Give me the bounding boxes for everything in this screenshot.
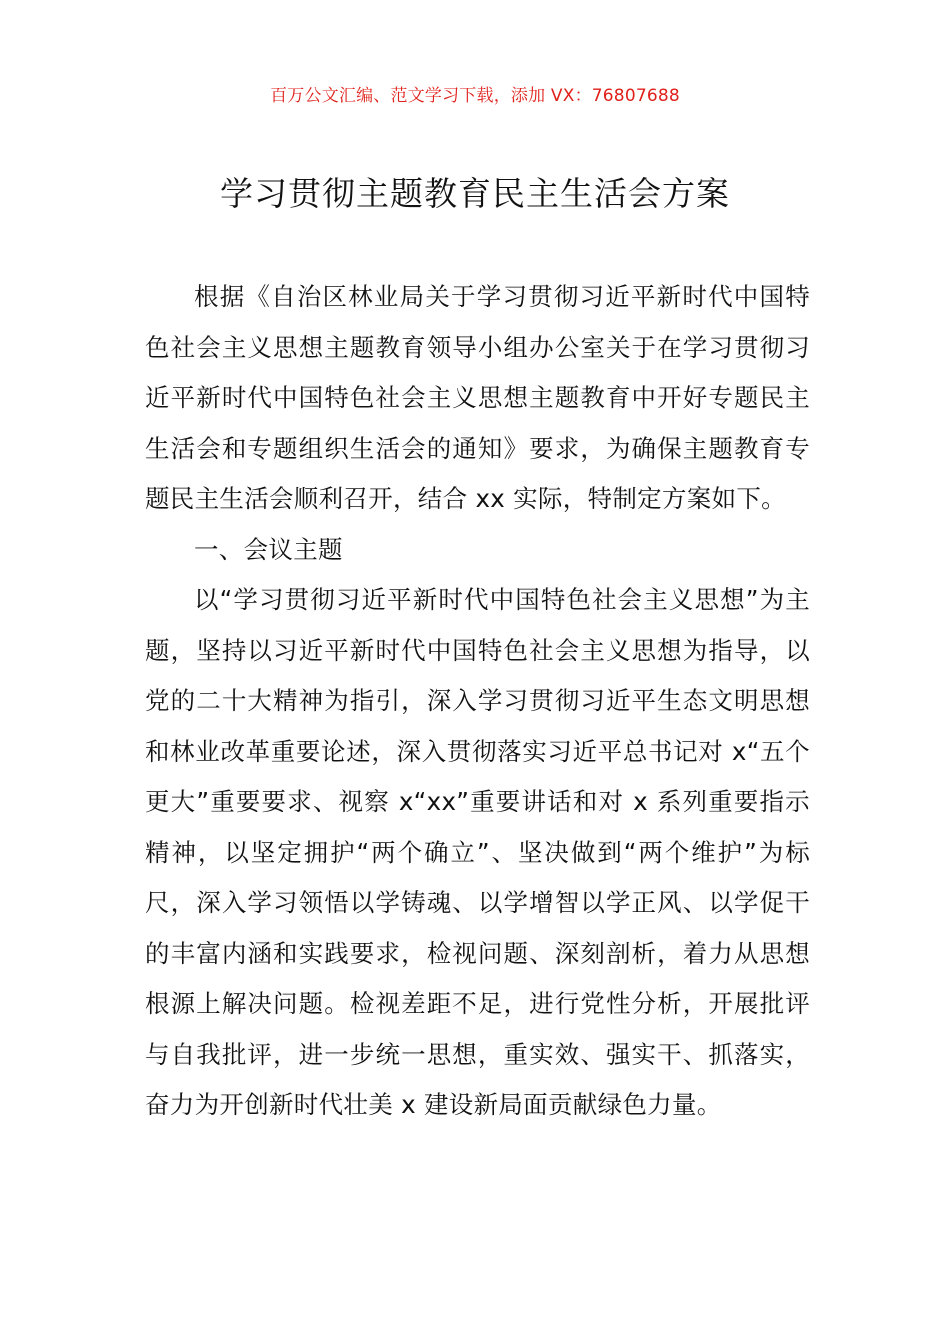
section-paragraph-meeting-theme: 以“学习贯彻习近平新时代中国特色社会主义思想”为主题，坚持以习近平新时代中国特色社会主义思想为指导，以党的二十大精神为指引，深入学习贯彻习近平生态文明思想和林业改革重要论述，深入贯彻落实习近平总书记对 x“五个更大”重要要求、视察 x“xx”重要讲话和对 x 系列重要指示精神，以坚定拥护“两个确立”、坚决做到“两个维护”为标尺，深入学习领悟以学铸魂、以学增智以学正风、以学促干的丰富内涵和实践要求，检视问题、深刻剖析，着力从思想根源上解决问题。检视差距不足，进行党性分析，开展批评与自我批评，进一步统一思想，重实效、强实干、抓落实，奋力为开创新时代壮美 x 建设新局面贡献绿色力量。 bbox=[145, 585, 810, 1119]
document-title: 学习贯彻主题教育民主生活会方案 bbox=[220, 174, 730, 213]
document-body bbox=[145, 272, 810, 1131]
section-heading-meeting-theme: 一、会议主题 bbox=[194, 534, 343, 564]
intro-paragraph: 根据《自治区林业局关于学习贯彻习近平新时代中国特色社会主义思想主题教育领导小组办公室关于在学习贯彻习近平新时代中国特色社会主义思想主题教育中开好专题民主生活会和专题组织生活会的通知》要求，为确保主题教育专题民主生活会顺利召开，结合 xx 实际，特制定方案如下。 bbox=[145, 282, 810, 513]
header-note: 百万公文汇编、范文学习下载，添加 VX：76807688 bbox=[270, 86, 680, 106]
